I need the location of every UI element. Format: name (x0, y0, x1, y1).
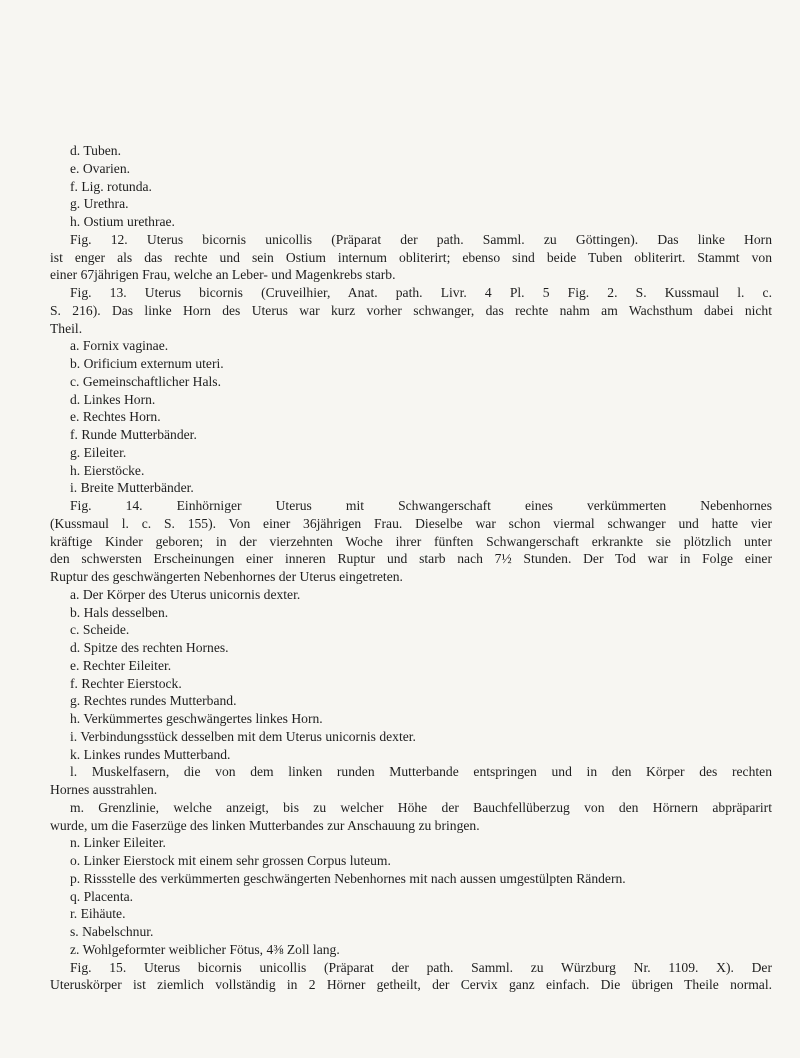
text-line: b. Hals desselben. (70, 604, 169, 620)
text-line: q. Placenta. (70, 888, 134, 904)
text-line: p. Rissstelle des verkümmerten geschwängerten Nebenhornes mit nach aussen umgestülpten Rändern. (70, 870, 626, 886)
text-line: e. Rechtes Horn. (70, 409, 161, 425)
text-line: den schwersten Erscheinungen einer inneren Ruptur und starb nach 7½ Stunden. Der Tod war in Folge einer (50, 551, 772, 567)
text-line: wurde, um die Faserzüge des linken Mutterbandes zur Anschauung zu bringen. (50, 817, 480, 833)
text-line: kräftige Kinder geboren; in der vierzehnten Woche ihrer fünften Schwangerschaft erkrankte sie plötzlich unter (50, 533, 772, 549)
text-line: g. Urethra. (70, 196, 129, 212)
text-line: g. Rechtes rundes Mutterband. (70, 693, 237, 709)
text-line: i. Verbindungsstück desselben mit dem Uterus unicornis dexter. (70, 728, 416, 744)
text-line: r. Eihäute. (70, 906, 126, 922)
text-line: e. Ovarien. (70, 160, 131, 176)
text-line: h. Ostium urethrae. (70, 214, 175, 229)
text-line: Hornes ausstrahlen. (50, 782, 158, 797)
text-line: b. Orificium externum uteri. (70, 356, 224, 371)
text-line: Fig. 15. Uterus bicornis unicollis (Präparat der path. Samml. zu Würzburg Nr. 1109. X). Der (70, 959, 772, 975)
text-line: h. Verkümmertes geschwängertes linkes Horn. (70, 711, 323, 726)
text-line: z. Wohlgeformter weiblicher Fötus, 4⅜ Zoll lang. (70, 941, 340, 957)
text-line: i. Breite Mutterbänder. (70, 480, 194, 496)
text-line: c. Gemeinschaftlicher Hals. (70, 373, 221, 389)
text-line: d. Tuben. (70, 143, 121, 158)
text-line: d. Spitze des rechten Hornes. (70, 640, 229, 655)
text-line: k. Linkes rundes Mutterband. (70, 746, 231, 762)
text-line: einer 67jährigen Frau, welche an Leber- und Magenkrebs starb. (50, 267, 396, 283)
text-line: s. Nabelschnur. (70, 924, 154, 939)
text-line: f. Rechter Eierstock. (70, 675, 182, 691)
text-line: l. Muskelfasern, die von dem linken runden Mutterbande entspringen und in den Körper des rechten (70, 764, 772, 780)
text-line: m. Grenzlinie, welche anzeigt, bis zu welcher Höhe der Bauchfellüberzug von den Hörnern abpräparirt (70, 799, 772, 815)
text-line: a. Der Körper des Uterus unicornis dexter. (70, 586, 301, 602)
text-line: ist enger als das rechte und sein Ostium internum obliterirt; ebenso sind beide Tuben obliterirt. Stammt von (50, 249, 772, 265)
text-line: o. Linker Eierstock mit einem sehr grossen Corpus luteum. (70, 853, 391, 868)
text-line: Uteruskörper ist ziemlich vollständig in 2 Hörner getheilt, der Cervix ganz einfach. Die übrigen Theile normal. (50, 977, 772, 993)
text-line: c. Scheide. (70, 622, 130, 638)
text-line: a. Fornix vaginae. (70, 338, 169, 354)
text-line: f. Runde Mutterbänder. (70, 427, 197, 442)
text-line: Ruptur des geschwängerten Nebenhornes der Uterus eingetreten. (50, 569, 403, 584)
text-line: Fig. 13. Uterus bicornis (Cruveilhier, Anat. path. Livr. 4 Pl. 5 Fig. 2. S. Kussmaul l. c. (70, 285, 772, 300)
text-line: f. Lig. rotunda. (70, 178, 152, 194)
text-line: S. 216). Das linke Horn des Uterus war kurz vorher schwanger, das rechte nahm am Wachsthum dabei nicht (50, 302, 772, 318)
text-line: Theil. (50, 320, 83, 336)
text-line: d. Linkes Horn. (70, 391, 156, 407)
text-line: e. Rechter Eileiter. (70, 657, 172, 673)
text-line: (Kussmaul l. c. S. 155). Von einer 36jährigen Frau. Dieselbe war schon viermal schwanger und hatte vier (50, 515, 772, 531)
text-line: h. Eierstöcke. (70, 462, 145, 478)
text-line: Fig. 14. Einhörniger Uterus mit Schwangerschaft eines verkümmerten Nebenhornes (70, 498, 772, 513)
text-line: n. Linker Eileiter. (70, 835, 166, 851)
text-line: g. Eileiter. (70, 444, 127, 460)
text-line: Fig. 12. Uterus bicornis unicollis (Präparat der path. Samml. zu Göttingen). Das linke Horn (70, 231, 772, 247)
